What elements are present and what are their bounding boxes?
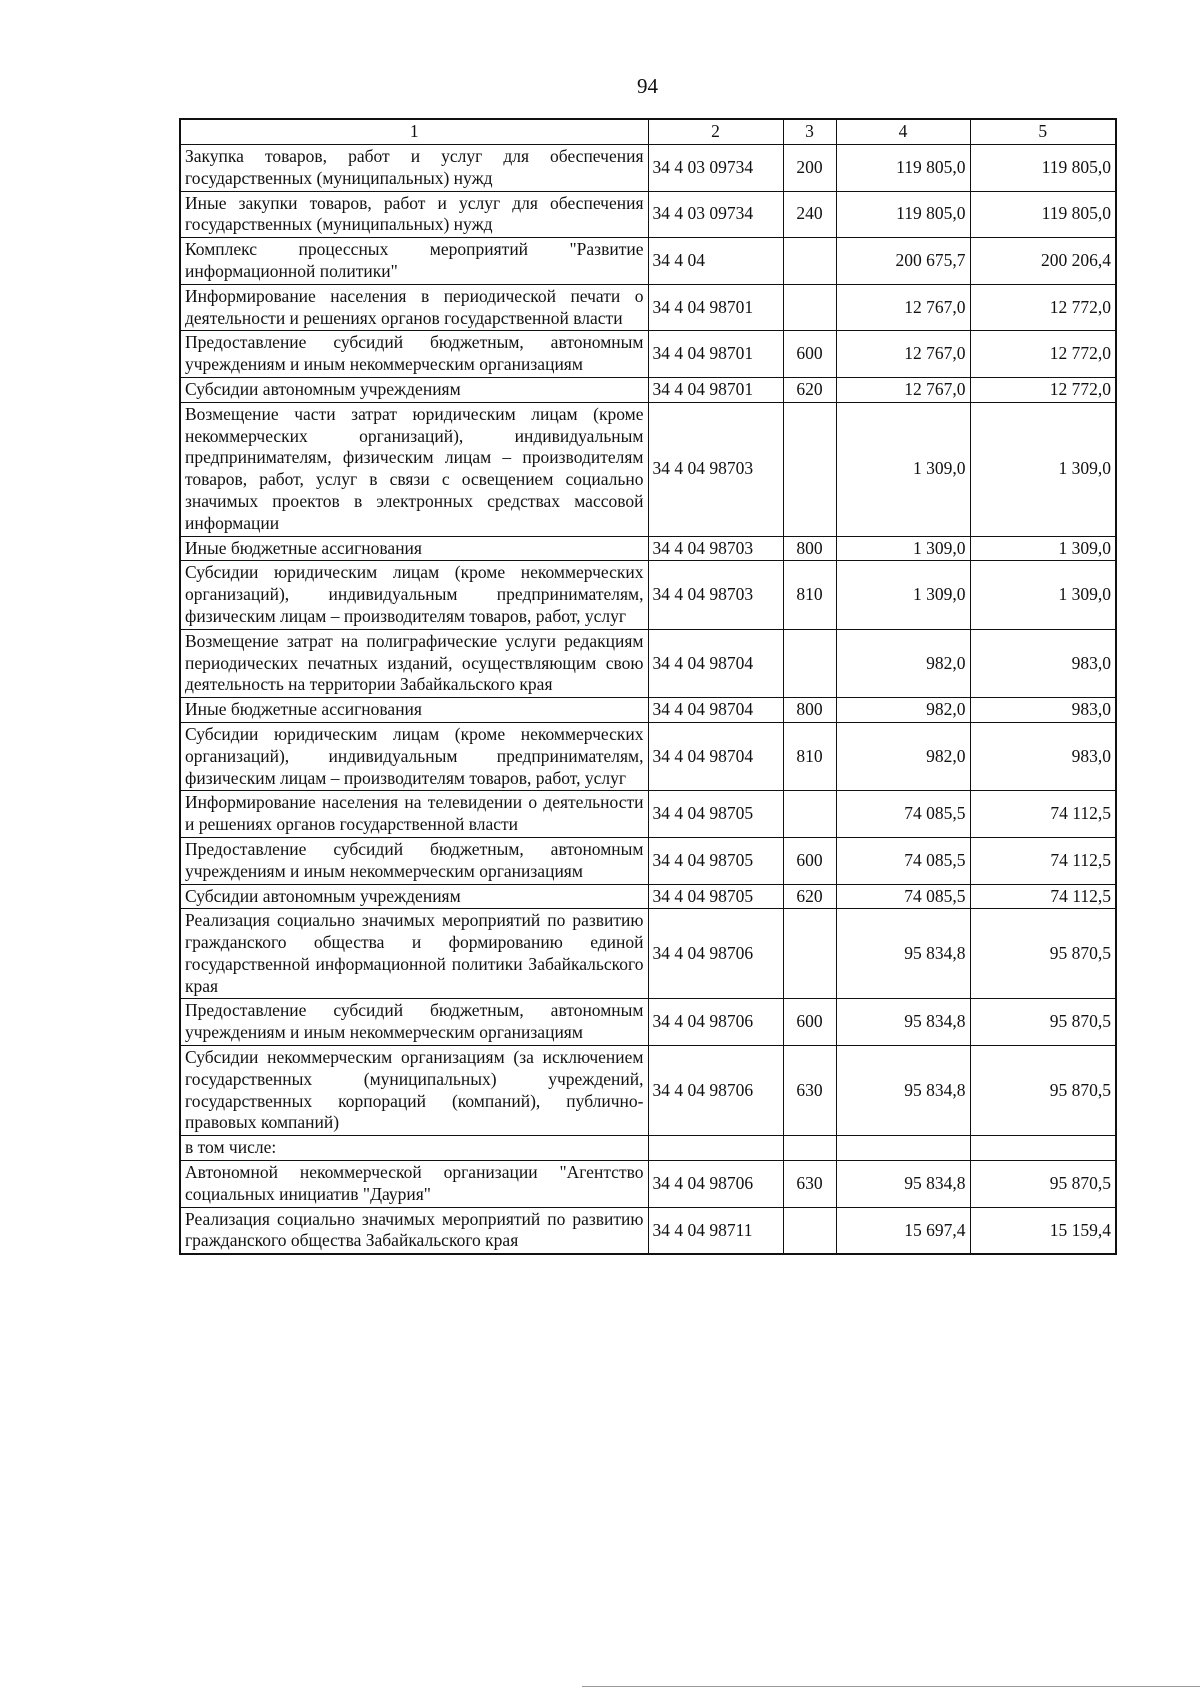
amount-year-2: 12 772,0 — [970, 377, 1116, 402]
row-name: Предоставление субсидий бюджетным, автономным учреждениям и иным некоммерческим организациям — [180, 999, 648, 1046]
table-row — [180, 1046, 1116, 1136]
header-col-2: 2 — [648, 119, 783, 145]
table-row — [180, 536, 1116, 561]
row-name: Иные закупки товаров, работ и услуг для обеспечения государственных (муниципальных) нужд — [180, 191, 648, 238]
row-name: Предоставление субсидий бюджетным, автономным учреждениям и иным некоммерческим организациям — [180, 331, 648, 378]
expense-type: 630 — [783, 1161, 836, 1208]
amount-year-2: 12 772,0 — [970, 284, 1116, 331]
row-name: Предоставление субсидий бюджетным, автономным учреждениям и иным некоммерческим организациям — [180, 837, 648, 884]
row-name: Информирование населения на телевидении о деятельности и решениях органов государственной власти — [180, 791, 648, 838]
header-col-3: 3 — [783, 119, 836, 145]
budget-table — [179, 118, 1117, 1255]
row-name: Субсидии автономным учреждениям — [180, 377, 648, 402]
amount-year-1: 12 767,0 — [836, 331, 970, 378]
target-code: 34 4 04 98704 — [648, 629, 783, 697]
amount-year-1: 1 309,0 — [836, 402, 970, 536]
amount-year-2: 983,0 — [970, 722, 1116, 790]
table-row — [180, 722, 1116, 790]
expense-type — [783, 909, 836, 999]
target-code: 34 4 04 98706 — [648, 999, 783, 1046]
row-name: Субсидии юридическим лицам (кроме некоммерческих организаций), индивидуальным предпринимателям, физическим лицам – производителям товаров, работ, услуг — [180, 722, 648, 790]
table-row — [180, 402, 1116, 536]
expense-type: 630 — [783, 1046, 836, 1136]
page-number: 94 — [637, 74, 658, 98]
amount-year-2: 12 772,0 — [970, 331, 1116, 378]
amount-year-2: 74 112,5 — [970, 791, 1116, 838]
row-name: Информирование населения в периодической печати о деятельности и решениях органов государственной власти — [180, 284, 648, 331]
row-name: Возмещение затрат на полиграфические услуги редакциям периодических печатных изданий, осуществляющим свою деятельность на территории Забайкальского края — [180, 629, 648, 697]
amount-year-1: 74 085,5 — [836, 837, 970, 884]
amount-year-1: 15 697,4 — [836, 1207, 970, 1254]
table-row — [180, 284, 1116, 331]
amount-year-1: 982,0 — [836, 629, 970, 697]
amount-year-1 — [836, 1136, 970, 1161]
target-code: 34 4 04 98703 — [648, 536, 783, 561]
expense-type — [783, 629, 836, 697]
expense-type: 600 — [783, 999, 836, 1046]
table-row — [180, 145, 1116, 192]
amount-year-2: 74 112,5 — [970, 837, 1116, 884]
expense-type — [783, 284, 836, 331]
amount-year-1: 982,0 — [836, 698, 970, 723]
row-name: в том числе: — [180, 1136, 648, 1161]
expense-type: 810 — [783, 722, 836, 790]
amount-year-2: 200 206,4 — [970, 238, 1116, 285]
amount-year-2: 119 805,0 — [970, 145, 1116, 192]
amount-year-1: 95 834,8 — [836, 1046, 970, 1136]
amount-year-2: 95 870,5 — [970, 999, 1116, 1046]
amount-year-2: 15 159,4 — [970, 1207, 1116, 1254]
amount-year-1: 74 085,5 — [836, 791, 970, 838]
amount-year-2: 983,0 — [970, 629, 1116, 697]
amount-year-2: 95 870,5 — [970, 909, 1116, 999]
expense-type — [783, 791, 836, 838]
table-row — [180, 837, 1116, 884]
row-name: Иные бюджетные ассигнования — [180, 698, 648, 723]
amount-year-2: 95 870,5 — [970, 1046, 1116, 1136]
target-code: 34 4 04 98703 — [648, 561, 783, 629]
amount-year-2: 1 309,0 — [970, 561, 1116, 629]
target-code: 34 4 04 98705 — [648, 791, 783, 838]
row-name: Иные бюджетные ассигнования — [180, 536, 648, 561]
amount-year-1: 1 309,0 — [836, 536, 970, 561]
target-code: 34 4 04 98701 — [648, 377, 783, 402]
expense-type: 620 — [783, 884, 836, 909]
amount-year-1: 119 805,0 — [836, 191, 970, 238]
amount-year-2 — [970, 1136, 1116, 1161]
table-row — [180, 331, 1116, 378]
target-code: 34 4 03 09734 — [648, 191, 783, 238]
row-name: Реализация социально значимых мероприятий по развитию гражданского общества и формированию единой государственной информационной политики Забайкальского края — [180, 909, 648, 999]
table-row — [180, 698, 1116, 723]
expense-type: 810 — [783, 561, 836, 629]
table-row — [180, 238, 1116, 285]
amount-year-1: 95 834,8 — [836, 1161, 970, 1208]
target-code: 34 4 04 98701 — [648, 331, 783, 378]
table-row — [180, 191, 1116, 238]
table-row — [180, 909, 1116, 999]
amount-year-1: 1 309,0 — [836, 561, 970, 629]
header-col-1: 1 — [180, 119, 648, 145]
row-name: Возмещение части затрат юридическим лицам (кроме некоммерческих организаций), индивидуальным предпринимателям, физическим лицам – производителям товаров, работ, услуг в связи с освещением социально значимых проектов в электронных средствах массовой информации — [180, 402, 648, 536]
expense-type: 800 — [783, 698, 836, 723]
target-code: 34 4 04 98704 — [648, 722, 783, 790]
amount-year-2: 119 805,0 — [970, 191, 1116, 238]
row-name: Субсидии автономным учреждениям — [180, 884, 648, 909]
target-code: 34 4 04 98706 — [648, 1161, 783, 1208]
target-code — [648, 1136, 783, 1161]
table-row — [180, 1207, 1116, 1254]
amount-year-1: 74 085,5 — [836, 884, 970, 909]
table-row — [180, 561, 1116, 629]
target-code: 34 4 04 — [648, 238, 783, 285]
header-col-5: 5 — [970, 119, 1116, 145]
target-code: 34 4 04 98703 — [648, 402, 783, 536]
amount-year-2: 95 870,5 — [970, 1161, 1116, 1208]
table-row — [180, 629, 1116, 697]
expense-type — [783, 1207, 836, 1254]
expense-type: 240 — [783, 191, 836, 238]
table-row — [180, 377, 1116, 402]
amount-year-1: 95 834,8 — [836, 909, 970, 999]
row-name: Реализация социально значимых мероприятий по развитию гражданского общества Забайкальского края — [180, 1207, 648, 1254]
amount-year-1: 12 767,0 — [836, 284, 970, 331]
scan-edge-line — [582, 1686, 1200, 1687]
target-code: 34 4 04 98701 — [648, 284, 783, 331]
target-code: 34 4 04 98706 — [648, 909, 783, 999]
expense-type: 600 — [783, 331, 836, 378]
row-name: Субсидии некоммерческим организациям (за исключением государственных (муниципальных) учреждений, государственных корпораций (компаний), публично-правовых компаний) — [180, 1046, 648, 1136]
target-code: 34 4 04 98705 — [648, 837, 783, 884]
expense-type — [783, 402, 836, 536]
table-row — [180, 1136, 1116, 1161]
row-name: Закупка товаров, работ и услуг для обеспечения государственных (муниципальных) нужд — [180, 145, 648, 192]
amount-year-1: 12 767,0 — [836, 377, 970, 402]
target-code: 34 4 04 98704 — [648, 698, 783, 723]
amount-year-1: 95 834,8 — [836, 999, 970, 1046]
expense-type: 200 — [783, 145, 836, 192]
amount-year-1: 200 675,7 — [836, 238, 970, 285]
table-row — [180, 999, 1116, 1046]
amount-year-1: 119 805,0 — [836, 145, 970, 192]
amount-year-2: 1 309,0 — [970, 402, 1116, 536]
target-code: 34 4 04 98706 — [648, 1046, 783, 1136]
table-row — [180, 791, 1116, 838]
amount-year-2: 74 112,5 — [970, 884, 1116, 909]
table-row — [180, 884, 1116, 909]
table-body — [180, 145, 1116, 1255]
row-name: Автономной некоммерческой организации "Агентство социальных инициатив "Даурия" — [180, 1161, 648, 1208]
header-row — [180, 119, 1116, 145]
header-col-4: 4 — [836, 119, 970, 145]
target-code: 34 4 03 09734 — [648, 145, 783, 192]
row-name: Субсидии юридическим лицам (кроме некоммерческих организаций), индивидуальным предпринимателям, физическим лицам – производителям товаров, работ, услуг — [180, 561, 648, 629]
row-name: Комплекс процессных мероприятий "Развитие информационной политики" — [180, 238, 648, 285]
table-row — [180, 1161, 1116, 1208]
amount-year-2: 983,0 — [970, 698, 1116, 723]
expense-type: 620 — [783, 377, 836, 402]
expense-type — [783, 238, 836, 285]
target-code: 34 4 04 98705 — [648, 884, 783, 909]
target-code: 34 4 04 98711 — [648, 1207, 783, 1254]
amount-year-2: 1 309,0 — [970, 536, 1116, 561]
expense-type: 800 — [783, 536, 836, 561]
expense-type — [783, 1136, 836, 1161]
amount-year-1: 982,0 — [836, 722, 970, 790]
expense-type: 600 — [783, 837, 836, 884]
